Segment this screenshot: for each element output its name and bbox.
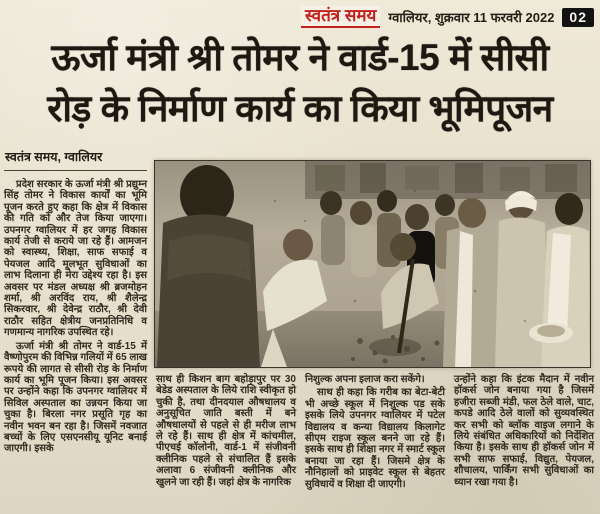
column-2: [156, 374, 296, 492]
column-4: [454, 374, 594, 492]
paragraph: साथ ही कहा कि गरीब का बेटा-बेटी भी अच्छे स्कूल में निशुल्क पड सके इसके लिये उपनगर ग्वालियर में पटेल विद्यालय व कन्या विद्यालय किलागेट सीएम राइज स्कूल बनने जा रहे हैं। इसके साथ ही शिक्षा नगर में स्मार्ट स्कूल बनाया जा रहा हैं। जिसमे क्षेत्र के नौनिहालों को प्राइवेट स्कूल से बेहतर सुविधायें व शिक्षा दी जाएगी।: [305, 387, 445, 490]
paragraph: साथ ही किशन बाग बहोड़ापुर पर 30 बेडेड अस्पताल के लिये राशि स्वीकृत हो चुकी है, तथा दीनदयाल औषधालय व अनुसूचित जाति बस्ती में बने औषधालयों से पहले से ही मरीज लाभ ले रहे हैं। साथ ही क्षेत्र में कांचमील, पीएचई कॉलोनी, वार्ड-1 में संजीवनी क्लीनिक पहले से संचालित हैं इसके अलावा 6 संजीवनी क्लीनिक और खुलने जा रही हैं। जहां क्षेत्र के नागरिक: [156, 374, 296, 488]
byline: स्वतंत्र समय, ग्वालियर: [4, 146, 147, 171]
column-3: [305, 374, 445, 492]
paragraph: उन्होंने कहा कि इंटक मैदान में नवीन हॉकर्स जोन बनाया गया है जिसमें हजीरा सब्जी मंडी, फल ठेले वाले, चाट, कपडे आदि ठेले वालों को सुव्यवस्थित कर सभी को ब्लॉक वाइज लगाने के लिये संबंधित अधिकारियों को निर्देशित किया है। इसके साथ ही हॉकर्स जोन में सभी साफ सफाई, विद्युत, पेयजल, शौचालय, पार्किंग सभी सुविधाओं का ध्यान रखा गया है।: [454, 374, 594, 488]
headline-line-2: रोड़ के निर्माण कार्य का किया भूमिपूजन: [47, 88, 553, 129]
lower-columns: [152, 368, 600, 492]
paragraph: ऊर्जा मंत्री श्री तोमर ने वार्ड-15 में वैष्णोपुरम की विभिन्न गलियों में 65 लाख रूपये की लागत से सीसी रोड़ के निर्माण कार्य का भूमि पूजन किया। इस अवसर पर उन्होंने कहा कि उपनगर ग्वालियर में सिविल अस्पताल का उन्नयन किया जा चुका है। बिरला नगर प्रसूति गृह का नवीन भवन बन रहा है। जिसमें नवजात बच्चों के लिए एसएनसीयू यूनिट बनाई जाएगी। इसके: [4, 340, 147, 455]
background-stalls: [305, 161, 590, 199]
masthead: [0, 4, 594, 30]
article-body: [0, 144, 600, 514]
headline-line-1: ऊर्जा मंत्री श्री तोमर ने वार्ड-15 में सीसी: [51, 37, 549, 78]
page-number-badge: 02: [562, 8, 594, 27]
column-1: [0, 144, 152, 514]
article-photo: [154, 160, 591, 368]
paragraph: प्रदेश सरकार के ऊर्जा मंत्री श्री प्रद्युम्न सिंह तोमर ने विकास कार्यों का भूमि पूजन करते हुए कहा कि क्षेत्र में विकास की गति को और तेज किया जाएगा। उपनगर ग्वालियर में हर जगह विकास कार्य तेजी से कराये जा रहे हैं। आमजन को स्वास्थ्य, शिक्षा, साफ सफाई व पेयजल आदि मूलभूत सुविधाओं का लाभ दिलाना ही मेरा उद्देश्य रहा है। इस अवसर पर मंडल अध्यक्ष श्री ब्रजमोहन शर्मा, श्री अरविंद राय, श्री शैलेन्द्र सिकरवार, श्री देवेन्द्र राठौर, श्री देवी राठौर सहित क्षेत्रीय जनप्रतिनिधि व गणमान्य नागरिक उपस्थित रहे।: [4, 179, 147, 339]
bhoomi-poojan-photo: [155, 161, 590, 367]
paragraph: निशुल्क अपना इलाज करा सकेंगे।: [305, 374, 425, 385]
article-headline: [0, 32, 600, 140]
edition-dateline: ग्वालियर, शुक्रवार 11 फरवरी 2022: [388, 10, 555, 25]
photo-and-columns: [152, 144, 600, 514]
paper-name: स्वतंत्र समय: [301, 6, 380, 28]
